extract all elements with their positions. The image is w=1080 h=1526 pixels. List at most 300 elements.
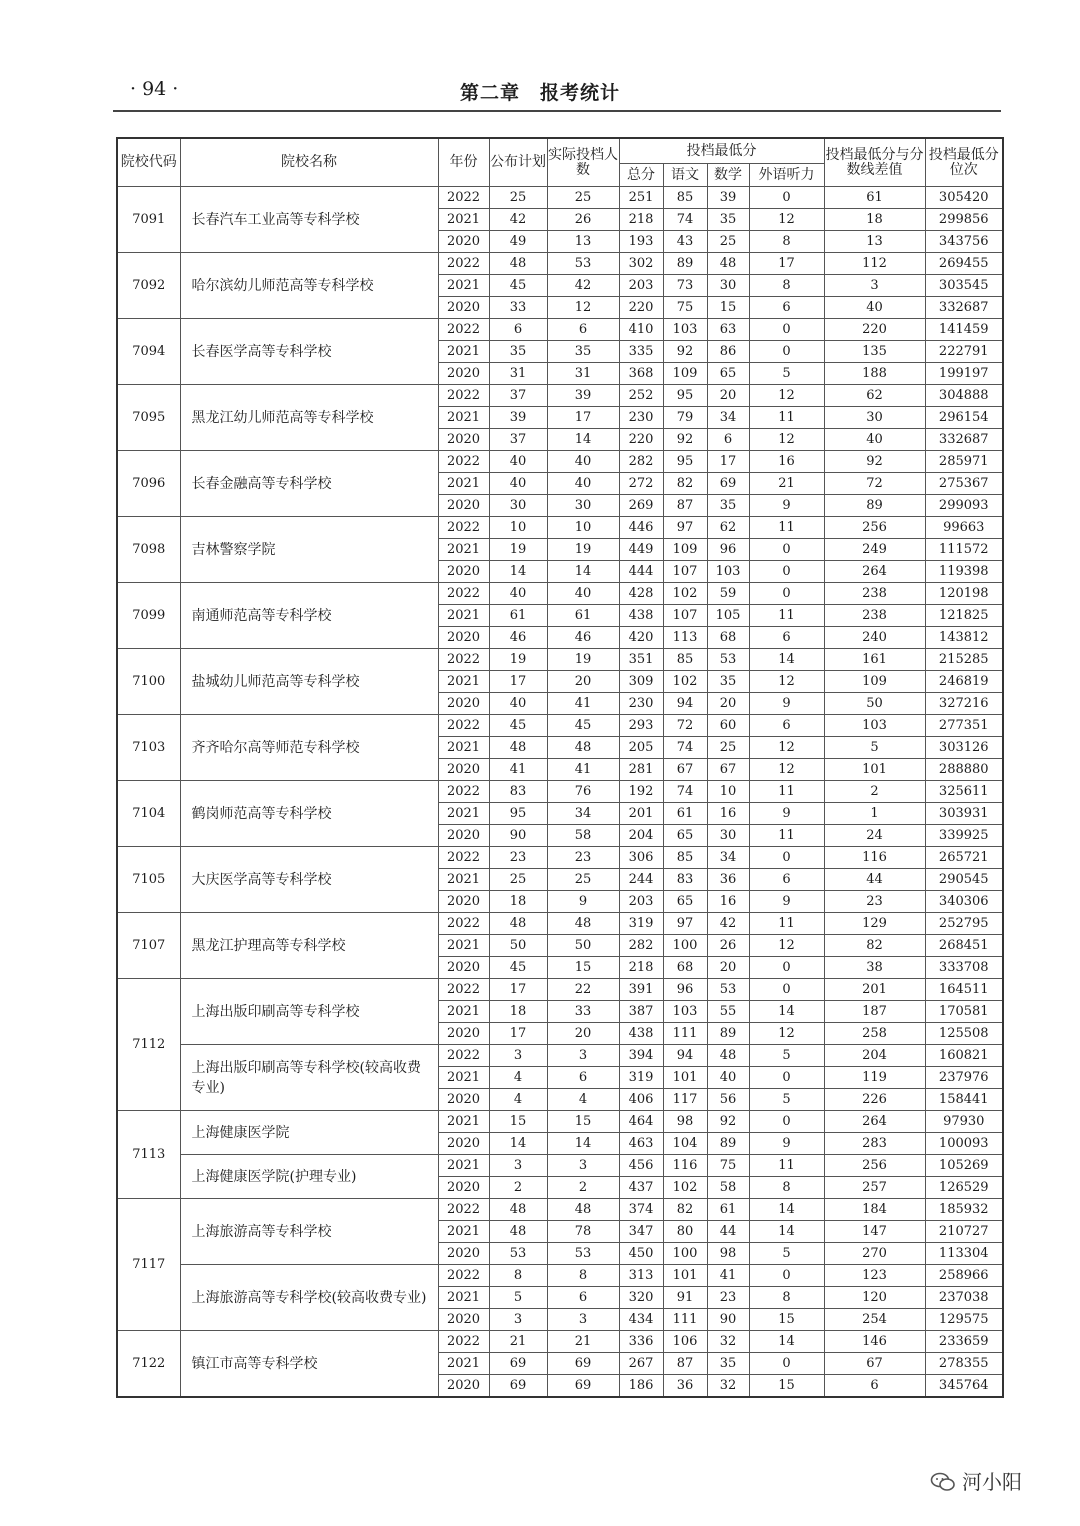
school-code: 7095 — [117, 385, 180, 451]
cell-diff: 258 — [824, 1023, 925, 1045]
cell-total: 313 — [619, 1265, 663, 1287]
cell-actual: 45 — [547, 715, 619, 737]
cell-rank: 285971 — [925, 451, 1003, 473]
cell-foreign: 8 — [749, 231, 824, 253]
cell-foreign: 9 — [749, 1133, 824, 1155]
cell-math: 35 — [707, 671, 749, 693]
table-body — [117, 187, 1003, 1398]
cell-actual: 20 — [547, 671, 619, 693]
cell-math: 16 — [707, 891, 749, 913]
school-name: 上海旅游高等专科学校(较高收费专业) — [180, 1265, 438, 1331]
cell-chinese: 116 — [663, 1155, 707, 1177]
cell-total: 203 — [619, 275, 663, 297]
cell-year: 2021 — [438, 1111, 489, 1133]
table-row — [117, 1111, 1003, 1133]
cell-diff: 188 — [824, 363, 925, 385]
school-name: 镇江市高等专科学校 — [180, 1331, 438, 1398]
table-row — [117, 385, 1003, 407]
school-code: 7107 — [117, 913, 180, 979]
cell-math: 32 — [707, 1375, 749, 1398]
cell-diff: 3 — [824, 275, 925, 297]
cell-chinese: 109 — [663, 539, 707, 561]
cell-total: 204 — [619, 825, 663, 847]
table-row — [117, 1265, 1003, 1287]
cell-actual: 2 — [547, 1177, 619, 1199]
cell-rank: 164511 — [925, 979, 1003, 1001]
table-row — [117, 1199, 1003, 1221]
cell-rank: 269455 — [925, 253, 1003, 275]
cell-foreign: 11 — [749, 605, 824, 627]
cell-rank: 222791 — [925, 341, 1003, 363]
cell-actual: 40 — [547, 451, 619, 473]
cell-year: 2021 — [438, 209, 489, 231]
cell-actual: 12 — [547, 297, 619, 319]
school-name: 长春医学高等专科学校 — [180, 319, 438, 385]
cell-rank: 303931 — [925, 803, 1003, 825]
school-name: 上海健康医学院 — [180, 1111, 438, 1155]
cell-total: 450 — [619, 1243, 663, 1265]
cell-foreign: 5 — [749, 363, 824, 385]
cell-year: 2020 — [438, 1309, 489, 1331]
cell-total: 192 — [619, 781, 663, 803]
school-name: 上海健康医学院(护理专业) — [180, 1155, 438, 1199]
cell-actual: 14 — [547, 429, 619, 451]
cell-rank: 277351 — [925, 715, 1003, 737]
cell-year: 2022 — [438, 385, 489, 407]
cell-chinese: 100 — [663, 1243, 707, 1265]
cell-diff: 249 — [824, 539, 925, 561]
cell-diff: 6 — [824, 1375, 925, 1398]
cell-rank: 158441 — [925, 1089, 1003, 1111]
cell-math: 90 — [707, 1309, 749, 1331]
cell-foreign: 6 — [749, 627, 824, 649]
school-code: 7117 — [117, 1199, 180, 1331]
cell-plan: 21 — [489, 1331, 547, 1353]
cell-math: 35 — [707, 209, 749, 231]
cell-chinese: 79 — [663, 407, 707, 429]
cell-foreign: 0 — [749, 1353, 824, 1375]
cell-chinese: 82 — [663, 473, 707, 495]
cell-math: 10 — [707, 781, 749, 803]
cell-total: 218 — [619, 209, 663, 231]
cell-foreign: 0 — [749, 561, 824, 583]
cell-math: 56 — [707, 1089, 749, 1111]
cell-plan: 37 — [489, 429, 547, 451]
cell-foreign: 0 — [749, 583, 824, 605]
cell-foreign: 6 — [749, 869, 824, 891]
cell-plan: 49 — [489, 231, 547, 253]
cell-actual: 34 — [547, 803, 619, 825]
cell-total: 347 — [619, 1221, 663, 1243]
cell-year: 2021 — [438, 803, 489, 825]
table-row — [117, 583, 1003, 605]
cell-actual: 30 — [547, 495, 619, 517]
cell-plan: 48 — [489, 737, 547, 759]
cell-plan: 83 — [489, 781, 547, 803]
cell-rank: 265721 — [925, 847, 1003, 869]
cell-foreign: 11 — [749, 781, 824, 803]
cell-total: 230 — [619, 693, 663, 715]
chapter-title: 第二章 报考统计 — [459, 82, 620, 104]
cell-year: 2022 — [438, 649, 489, 671]
cell-chinese: 103 — [663, 319, 707, 341]
school-code: 7098 — [117, 517, 180, 583]
cell-total: 368 — [619, 363, 663, 385]
cell-total: 186 — [619, 1375, 663, 1398]
cell-foreign: 0 — [749, 1265, 824, 1287]
cell-diff: 112 — [824, 253, 925, 275]
cell-math: 20 — [707, 957, 749, 979]
cell-diff: 2 — [824, 781, 925, 803]
cell-rank: 332687 — [925, 297, 1003, 319]
cell-diff: 123 — [824, 1265, 925, 1287]
cell-rank: 296154 — [925, 407, 1003, 429]
cell-year: 2021 — [438, 737, 489, 759]
cell-total: 410 — [619, 319, 663, 341]
cell-plan: 15 — [489, 1111, 547, 1133]
cell-total: 267 — [619, 1353, 663, 1375]
cell-math: 67 — [707, 759, 749, 781]
cell-total: 438 — [619, 605, 663, 627]
cell-diff: 89 — [824, 495, 925, 517]
cell-actual: 14 — [547, 1133, 619, 1155]
cell-plan: 14 — [489, 1133, 547, 1155]
cell-foreign: 11 — [749, 1155, 824, 1177]
header-diff: 投档最低分与分数线差值 — [824, 138, 925, 187]
cell-rank: 339925 — [925, 825, 1003, 847]
cell-rank: 332687 — [925, 429, 1003, 451]
school-name: 吉林警察学院 — [180, 517, 438, 583]
cell-total: 220 — [619, 297, 663, 319]
cell-total: 282 — [619, 451, 663, 473]
cell-diff: 184 — [824, 1199, 925, 1221]
cell-plan: 4 — [489, 1067, 547, 1089]
cell-plan: 46 — [489, 627, 547, 649]
cell-math: 34 — [707, 407, 749, 429]
cell-diff: 103 — [824, 715, 925, 737]
cell-diff: 204 — [824, 1045, 925, 1067]
school-name: 长春金融高等专科学校 — [180, 451, 438, 517]
cell-rank: 299856 — [925, 209, 1003, 231]
cell-diff: 270 — [824, 1243, 925, 1265]
cell-math: 35 — [707, 495, 749, 517]
cell-year: 2020 — [438, 363, 489, 385]
cell-total: 320 — [619, 1287, 663, 1309]
cell-total: 449 — [619, 539, 663, 561]
cell-rank: 215285 — [925, 649, 1003, 671]
cell-foreign: 6 — [749, 297, 824, 319]
cell-diff: 23 — [824, 891, 925, 913]
cell-chinese: 102 — [663, 583, 707, 605]
cell-math: 26 — [707, 935, 749, 957]
cell-rank: 119398 — [925, 561, 1003, 583]
cell-chinese: 109 — [663, 363, 707, 385]
cell-math: 92 — [707, 1111, 749, 1133]
cell-rank: 97930 — [925, 1111, 1003, 1133]
cell-chinese: 97 — [663, 517, 707, 539]
cell-math: 30 — [707, 825, 749, 847]
cell-total: 193 — [619, 231, 663, 253]
cell-actual: 42 — [547, 275, 619, 297]
cell-actual: 9 — [547, 891, 619, 913]
cell-diff: 1 — [824, 803, 925, 825]
cell-year: 2021 — [438, 1001, 489, 1023]
cell-actual: 21 — [547, 1331, 619, 1353]
cell-actual: 3 — [547, 1309, 619, 1331]
cell-total: 306 — [619, 847, 663, 869]
cell-chinese: 103 — [663, 1001, 707, 1023]
cell-math: 42 — [707, 913, 749, 935]
cell-year: 2021 — [438, 671, 489, 693]
cell-foreign: 12 — [749, 759, 824, 781]
cell-actual: 35 — [547, 341, 619, 363]
cell-plan: 10 — [489, 517, 547, 539]
cell-foreign: 0 — [749, 847, 824, 869]
cell-actual: 3 — [547, 1045, 619, 1067]
school-code: 7122 — [117, 1331, 180, 1398]
cell-year: 2022 — [438, 319, 489, 341]
cell-foreign: 12 — [749, 737, 824, 759]
cell-math: 20 — [707, 385, 749, 407]
cell-chinese: 87 — [663, 495, 707, 517]
cell-chinese: 117 — [663, 1089, 707, 1111]
cell-diff: 147 — [824, 1221, 925, 1243]
cell-math: 103 — [707, 561, 749, 583]
cell-diff: 62 — [824, 385, 925, 407]
cell-plan: 48 — [489, 253, 547, 275]
cell-diff: 264 — [824, 561, 925, 583]
cell-math: 30 — [707, 275, 749, 297]
cell-math: 86 — [707, 341, 749, 363]
cell-total: 446 — [619, 517, 663, 539]
table-row — [117, 847, 1003, 869]
cell-math: 53 — [707, 979, 749, 1001]
cell-total: 269 — [619, 495, 663, 517]
school-name: 鹤岗师范高等专科学校 — [180, 781, 438, 847]
cell-year: 2020 — [438, 891, 489, 913]
cell-chinese: 102 — [663, 1177, 707, 1199]
cell-plan: 40 — [489, 583, 547, 605]
cell-plan: 61 — [489, 605, 547, 627]
cell-math: 6 — [707, 429, 749, 451]
cell-math: 75 — [707, 1155, 749, 1177]
cell-foreign: 9 — [749, 693, 824, 715]
cell-diff: 264 — [824, 1111, 925, 1133]
cell-plan: 53 — [489, 1243, 547, 1265]
cell-chinese: 83 — [663, 869, 707, 891]
school-code: 7091 — [117, 187, 180, 253]
cell-diff: 13 — [824, 231, 925, 253]
cell-year: 2022 — [438, 517, 489, 539]
cell-diff: 72 — [824, 473, 925, 495]
cell-plan: 45 — [489, 715, 547, 737]
cell-chinese: 96 — [663, 979, 707, 1001]
cell-foreign: 21 — [749, 473, 824, 495]
header-name: 院校名称 — [180, 138, 438, 187]
cell-plan: 18 — [489, 891, 547, 913]
table-row — [117, 187, 1003, 209]
cell-foreign: 12 — [749, 385, 824, 407]
cell-total: 203 — [619, 891, 663, 913]
cell-actual: 15 — [547, 957, 619, 979]
cell-foreign: 14 — [749, 649, 824, 671]
cell-diff: 5 — [824, 737, 925, 759]
header-math: 数学 — [707, 164, 749, 187]
cell-chinese: 95 — [663, 385, 707, 407]
cell-foreign: 0 — [749, 539, 824, 561]
cell-plan: 40 — [489, 473, 547, 495]
cell-year: 2021 — [438, 1155, 489, 1177]
table-row — [117, 649, 1003, 671]
school-name: 哈尔滨幼儿师范高等专科学校 — [180, 253, 438, 319]
cell-actual: 48 — [547, 913, 619, 935]
cell-plan: 35 — [489, 341, 547, 363]
cell-rank: 343756 — [925, 231, 1003, 253]
cell-foreign: 12 — [749, 935, 824, 957]
cell-year: 2021 — [438, 407, 489, 429]
cell-rank: 305420 — [925, 187, 1003, 209]
cell-chinese: 94 — [663, 693, 707, 715]
cell-math: 40 — [707, 1067, 749, 1089]
cell-actual: 69 — [547, 1375, 619, 1398]
cell-chinese: 75 — [663, 297, 707, 319]
cell-chinese: 74 — [663, 781, 707, 803]
cell-foreign: 14 — [749, 1221, 824, 1243]
header-actual: 实际投档人数 — [547, 138, 619, 187]
cell-actual: 19 — [547, 539, 619, 561]
cell-diff: 161 — [824, 649, 925, 671]
cell-math: 105 — [707, 605, 749, 627]
cell-foreign: 9 — [749, 891, 824, 913]
cell-chinese: 85 — [663, 187, 707, 209]
cell-actual: 6 — [547, 1287, 619, 1309]
cell-year: 2021 — [438, 341, 489, 363]
cell-math: 25 — [707, 737, 749, 759]
cell-diff: 40 — [824, 429, 925, 451]
cell-rank: 121825 — [925, 605, 1003, 627]
cell-math: 32 — [707, 1331, 749, 1353]
table-row — [117, 979, 1003, 1001]
cell-math: 55 — [707, 1001, 749, 1023]
school-code: 7104 — [117, 781, 180, 847]
cell-math: 35 — [707, 1353, 749, 1375]
header-year: 年份 — [438, 138, 489, 187]
cell-plan: 95 — [489, 803, 547, 825]
school-name: 上海出版印刷高等专科学校 — [180, 979, 438, 1045]
cell-foreign: 0 — [749, 341, 824, 363]
cell-math: 44 — [707, 1221, 749, 1243]
cell-diff: 256 — [824, 517, 925, 539]
cell-rank: 327216 — [925, 693, 1003, 715]
cell-chinese: 94 — [663, 1045, 707, 1067]
cell-year: 2022 — [438, 253, 489, 275]
cell-total: 394 — [619, 1045, 663, 1067]
cell-math: 48 — [707, 253, 749, 275]
cell-year: 2020 — [438, 297, 489, 319]
cell-math: 53 — [707, 649, 749, 671]
cell-total: 406 — [619, 1089, 663, 1111]
cell-plan: 42 — [489, 209, 547, 231]
cell-total: 437 — [619, 1177, 663, 1199]
cell-diff: 40 — [824, 297, 925, 319]
cell-total: 444 — [619, 561, 663, 583]
school-code: 7092 — [117, 253, 180, 319]
cell-year: 2020 — [438, 1133, 489, 1155]
cell-rank: 99663 — [925, 517, 1003, 539]
cell-math: 89 — [707, 1023, 749, 1045]
cell-total: 293 — [619, 715, 663, 737]
cell-total: 244 — [619, 869, 663, 891]
cell-foreign: 8 — [749, 275, 824, 297]
cell-plan: 48 — [489, 913, 547, 935]
cell-diff: 120 — [824, 1287, 925, 1309]
cell-actual: 39 — [547, 385, 619, 407]
cell-year: 2021 — [438, 1067, 489, 1089]
cell-chinese: 111 — [663, 1309, 707, 1331]
header-plan: 公布计划 — [489, 138, 547, 187]
cell-chinese: 101 — [663, 1265, 707, 1287]
cell-foreign: 0 — [749, 957, 824, 979]
cell-year: 2020 — [438, 231, 489, 253]
cell-actual: 22 — [547, 979, 619, 1001]
cell-foreign: 14 — [749, 1199, 824, 1221]
header-total: 总分 — [619, 164, 663, 187]
cell-plan: 45 — [489, 275, 547, 297]
cell-math: 20 — [707, 693, 749, 715]
cell-chinese: 80 — [663, 1221, 707, 1243]
table-row — [117, 253, 1003, 275]
cell-rank: 210727 — [925, 1221, 1003, 1243]
cell-plan: 3 — [489, 1155, 547, 1177]
cell-diff: 92 — [824, 451, 925, 473]
cell-math: 39 — [707, 187, 749, 209]
cell-plan: 25 — [489, 187, 547, 209]
cell-year: 2022 — [438, 1045, 489, 1067]
cell-plan: 18 — [489, 1001, 547, 1023]
header-foreign: 外语听力 — [749, 164, 824, 187]
cell-chinese: 67 — [663, 759, 707, 781]
cell-actual: 40 — [547, 473, 619, 495]
account-name: 河小阳 — [962, 1470, 1022, 1494]
cell-chinese: 73 — [663, 275, 707, 297]
cell-math: 23 — [707, 1287, 749, 1309]
cell-actual: 50 — [547, 935, 619, 957]
cell-plan: 17 — [489, 671, 547, 693]
cell-year: 2022 — [438, 1331, 489, 1353]
cell-total: 201 — [619, 803, 663, 825]
cell-rank: 304888 — [925, 385, 1003, 407]
cell-diff: 67 — [824, 1353, 925, 1375]
cell-year: 2020 — [438, 1023, 489, 1045]
cell-math: 58 — [707, 1177, 749, 1199]
header-rank: 投档最低分位次 — [925, 138, 1003, 187]
cell-foreign: 0 — [749, 979, 824, 1001]
cell-foreign: 0 — [749, 319, 824, 341]
cell-actual: 41 — [547, 693, 619, 715]
table-row — [117, 319, 1003, 341]
school-name: 盐城幼儿师范高等专科学校 — [180, 649, 438, 715]
cell-chinese: 101 — [663, 1067, 707, 1089]
cell-plan: 8 — [489, 1265, 547, 1287]
cell-actual: 58 — [547, 825, 619, 847]
cell-total: 302 — [619, 253, 663, 275]
cell-year: 2021 — [438, 869, 489, 891]
cell-plan: 45 — [489, 957, 547, 979]
cell-chinese: 104 — [663, 1133, 707, 1155]
school-name: 长春汽车工业高等专科学校 — [180, 187, 438, 253]
school-name: 大庆医学高等专科学校 — [180, 847, 438, 913]
cell-actual: 17 — [547, 407, 619, 429]
